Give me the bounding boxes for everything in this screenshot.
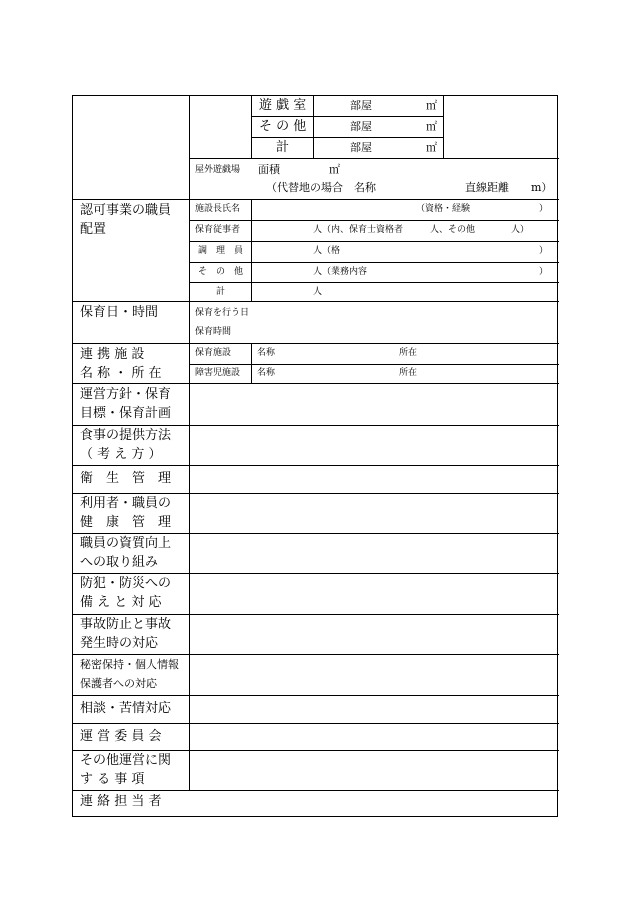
privacy-heading: 秘密保持・個人情報	[80, 658, 179, 671]
training-heading: 職員の資質向上	[80, 536, 172, 551]
staff-heading: 認可事業の職員	[80, 203, 172, 218]
partner-name-label: 名称	[257, 348, 276, 358]
security-heading: 備 え と 対 応	[80, 595, 162, 610]
area-unit: ㎡	[426, 120, 437, 133]
row-divider	[73, 301, 559, 302]
committee-heading: 運 営 委 員 会	[80, 729, 162, 744]
col-divider	[251, 96, 252, 158]
close-paren: ）	[539, 267, 549, 277]
hygiene-heading: 衛 生 管 理	[80, 471, 172, 486]
other-staff-note: 人（業務内容	[313, 267, 368, 277]
row-divider	[73, 343, 559, 344]
staff-heading: 配置	[80, 222, 107, 237]
staff-divider	[189, 282, 559, 283]
accident-heading: 事故防止と事故	[80, 617, 172, 632]
alt-site-label: （代替地の場合 名称	[266, 181, 376, 194]
area-unit: ㎡	[329, 163, 340, 176]
outdoor-label: 屋外遊戯場	[195, 165, 241, 175]
partner-divider	[189, 364, 559, 365]
staff-total-unit: 人	[313, 287, 323, 297]
row-divider	[73, 493, 559, 494]
other-staff-label: そ の 他	[198, 267, 244, 277]
partner-heading: 名 称 ・ 所 在	[80, 366, 162, 381]
area-unit: ㎡	[426, 99, 437, 112]
cook-note: 人（格	[313, 246, 341, 256]
row-divider	[73, 723, 559, 724]
contact-heading: 連 絡 担 当 者	[80, 794, 162, 809]
staff-total-label: 計	[216, 287, 226, 297]
row-divider	[73, 790, 559, 791]
row-divider	[73, 425, 559, 426]
room-unit: 部屋	[350, 141, 372, 154]
col-divider	[251, 199, 252, 301]
row-divider	[73, 383, 559, 384]
partner-disability-label: 障害児施設	[195, 368, 241, 378]
facility-form	[72, 95, 558, 817]
staff-divider	[189, 262, 559, 263]
health-heading: 利用者・職員の	[80, 496, 172, 511]
director-label: 施設長氏名	[195, 204, 241, 214]
policy-heading: 目標・保育計画	[80, 406, 172, 421]
row-divider	[73, 573, 559, 574]
area-label: 面積	[258, 163, 280, 176]
partner-name-label: 名称	[257, 368, 276, 378]
col-divider	[189, 96, 190, 790]
col-divider	[443, 96, 444, 158]
health-heading: 健 康 管 理	[80, 515, 172, 530]
accident-heading: 発生時の対応	[80, 636, 159, 651]
area-unit: ㎡	[426, 141, 437, 154]
row-divider	[73, 199, 559, 200]
col-divider	[313, 96, 314, 158]
row-divider	[73, 465, 559, 466]
room-divider	[251, 116, 443, 117]
close-paren: ）	[539, 246, 549, 256]
partner-childcare-label: 保育施設	[195, 348, 232, 358]
cook-label: 調 理 員	[198, 246, 244, 256]
security-heading: 防犯・防災への	[80, 576, 172, 591]
director-note: （資格・経験	[416, 204, 471, 214]
time-label: 保育時間	[195, 327, 232, 337]
room-label: そ の 他	[259, 119, 307, 134]
misc-heading: その他運営に関	[80, 753, 172, 768]
meals-heading: （ 考 え 方 ）	[80, 447, 162, 462]
room-divider	[189, 158, 559, 159]
room-divider	[251, 137, 443, 138]
partner-location-label: 所在	[399, 348, 418, 358]
meals-heading: 食事の提供方法	[80, 428, 172, 443]
childcare-staff-note: 人（内、保育士資格者 人、その他 人）	[313, 225, 530, 235]
row-divider	[73, 695, 559, 696]
policy-heading: 運営方針・保育	[80, 387, 172, 402]
row-divider	[73, 614, 559, 615]
row-divider	[73, 750, 559, 751]
row-divider	[73, 654, 559, 655]
staff-divider	[189, 220, 559, 221]
partner-location-label: 所在	[399, 368, 418, 378]
partner-heading: 連 携 施 設	[80, 347, 145, 362]
privacy-heading: 保護者への対応	[80, 677, 157, 690]
misc-heading: す る 事 項	[80, 772, 145, 787]
room-unit: 部屋	[350, 99, 372, 112]
consult-heading: 相談・苦情対応	[80, 701, 172, 716]
training-heading: への取り組み	[80, 555, 159, 570]
row-divider	[73, 533, 559, 534]
room-label: 遊 戯 室	[259, 98, 307, 113]
close-paren: ）	[539, 204, 549, 214]
hours-heading: 保育日・時間	[80, 305, 159, 320]
days-label: 保育を行う日	[195, 308, 250, 318]
staff-divider	[189, 241, 559, 242]
col-divider	[251, 343, 252, 383]
room-label: 計	[276, 140, 290, 155]
childcare-staff-label: 保育従事者	[195, 225, 241, 235]
room-unit: 部屋	[350, 120, 372, 133]
distance-label: 直線距離 m）	[465, 181, 553, 194]
